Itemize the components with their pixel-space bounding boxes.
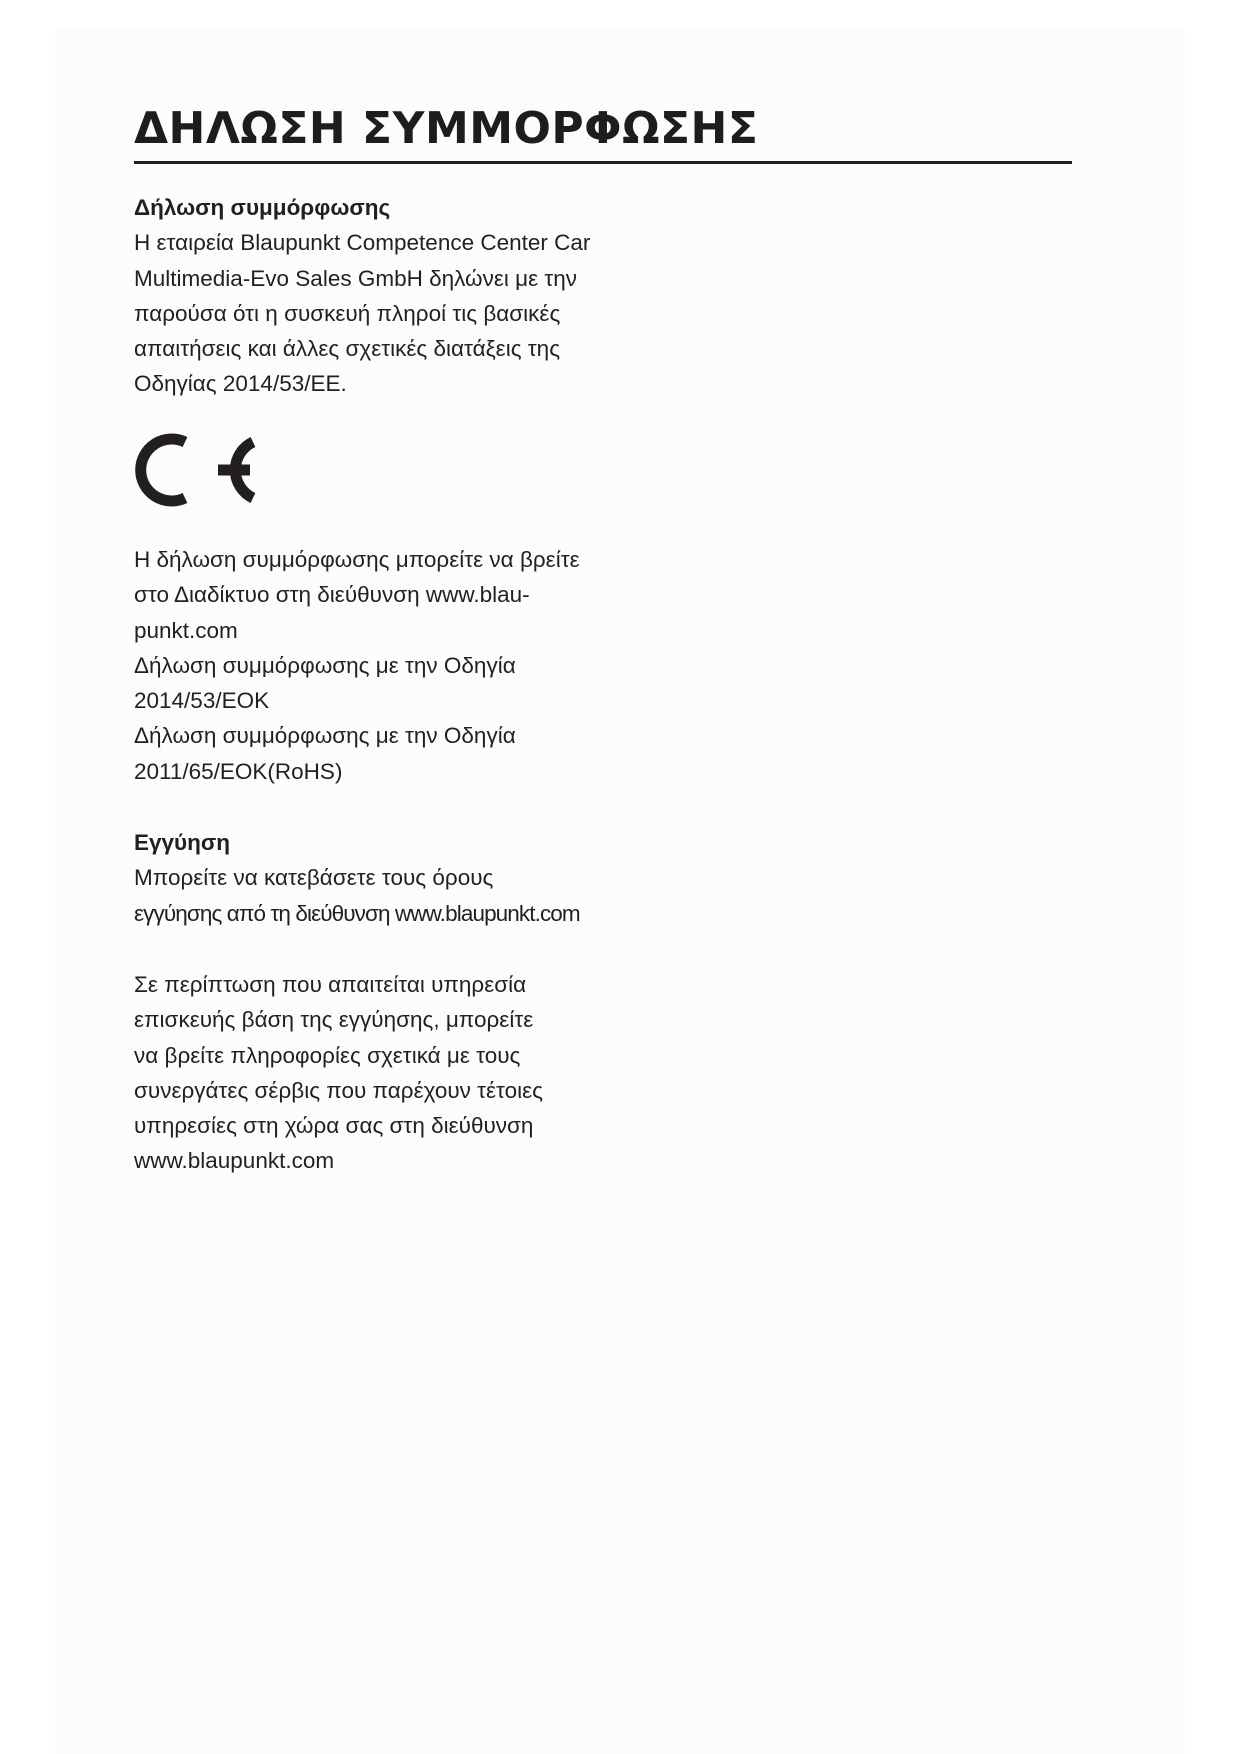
- service-section: [134, 967, 614, 1179]
- warranty-section: [134, 825, 614, 931]
- conformity-heading: Δήλωση συμμόρφωσης: [134, 195, 391, 220]
- online-declaration-text: Η δήλωση συμμόρφωσης μπορείτε να βρείτε στο Διαδίκτυο στη διεύθυνση www.blau- punkt.com: [134, 547, 580, 643]
- warranty-line-2: εγγύησης από τη διεύθυνση www.blaupunkt.com: [134, 900, 580, 926]
- page-title: ΔΗΛΩΣΗ ΣΥΜΜΟΡΦΩΣΗΣ: [134, 103, 759, 154]
- online-declaration-section: [134, 542, 614, 789]
- directive-red-text: Δήλωση συμμόρφωσης με την Οδηγία 2014/53/ΕΟΚ: [134, 652, 516, 714]
- ce-mark-icon: [132, 424, 260, 516]
- title-divider: [134, 161, 1072, 164]
- directive-rohs-text: Δήλωση συμμόρφωσης με την Οδηγία 2011/65/ΕΟΚ(RoHS): [134, 723, 516, 784]
- warranty-heading: Εγγύηση: [134, 830, 231, 855]
- service-text: Σε περίπτωση που απαιτείται υπηρεσία επισκευής βάση της εγγύησης, μπορείτε να βρείτε πληροφορίες σχετικά με τους συνεργάτες σέρβις που παρέχουν τέτοιες υπηρεσίες στη χώρα σας στη διεύθυνση www.blaupunkt.com: [134, 972, 544, 1174]
- conformity-section: [134, 190, 614, 402]
- conformity-body: Η εταιρεία Blaupunkt Competence Center Car Multimedia-Evo Sales GmbH δηλώνει με την παρούσα ότι η συσκευή πληροί τις βασικές απαιτήσεις και άλλες σχετικές διατάξεις της Οδηγίας 2014/53/ΕΕ.: [134, 230, 591, 397]
- warranty-line-1: Μπορείτε να κατεβάσετε τους όρους: [134, 865, 494, 891]
